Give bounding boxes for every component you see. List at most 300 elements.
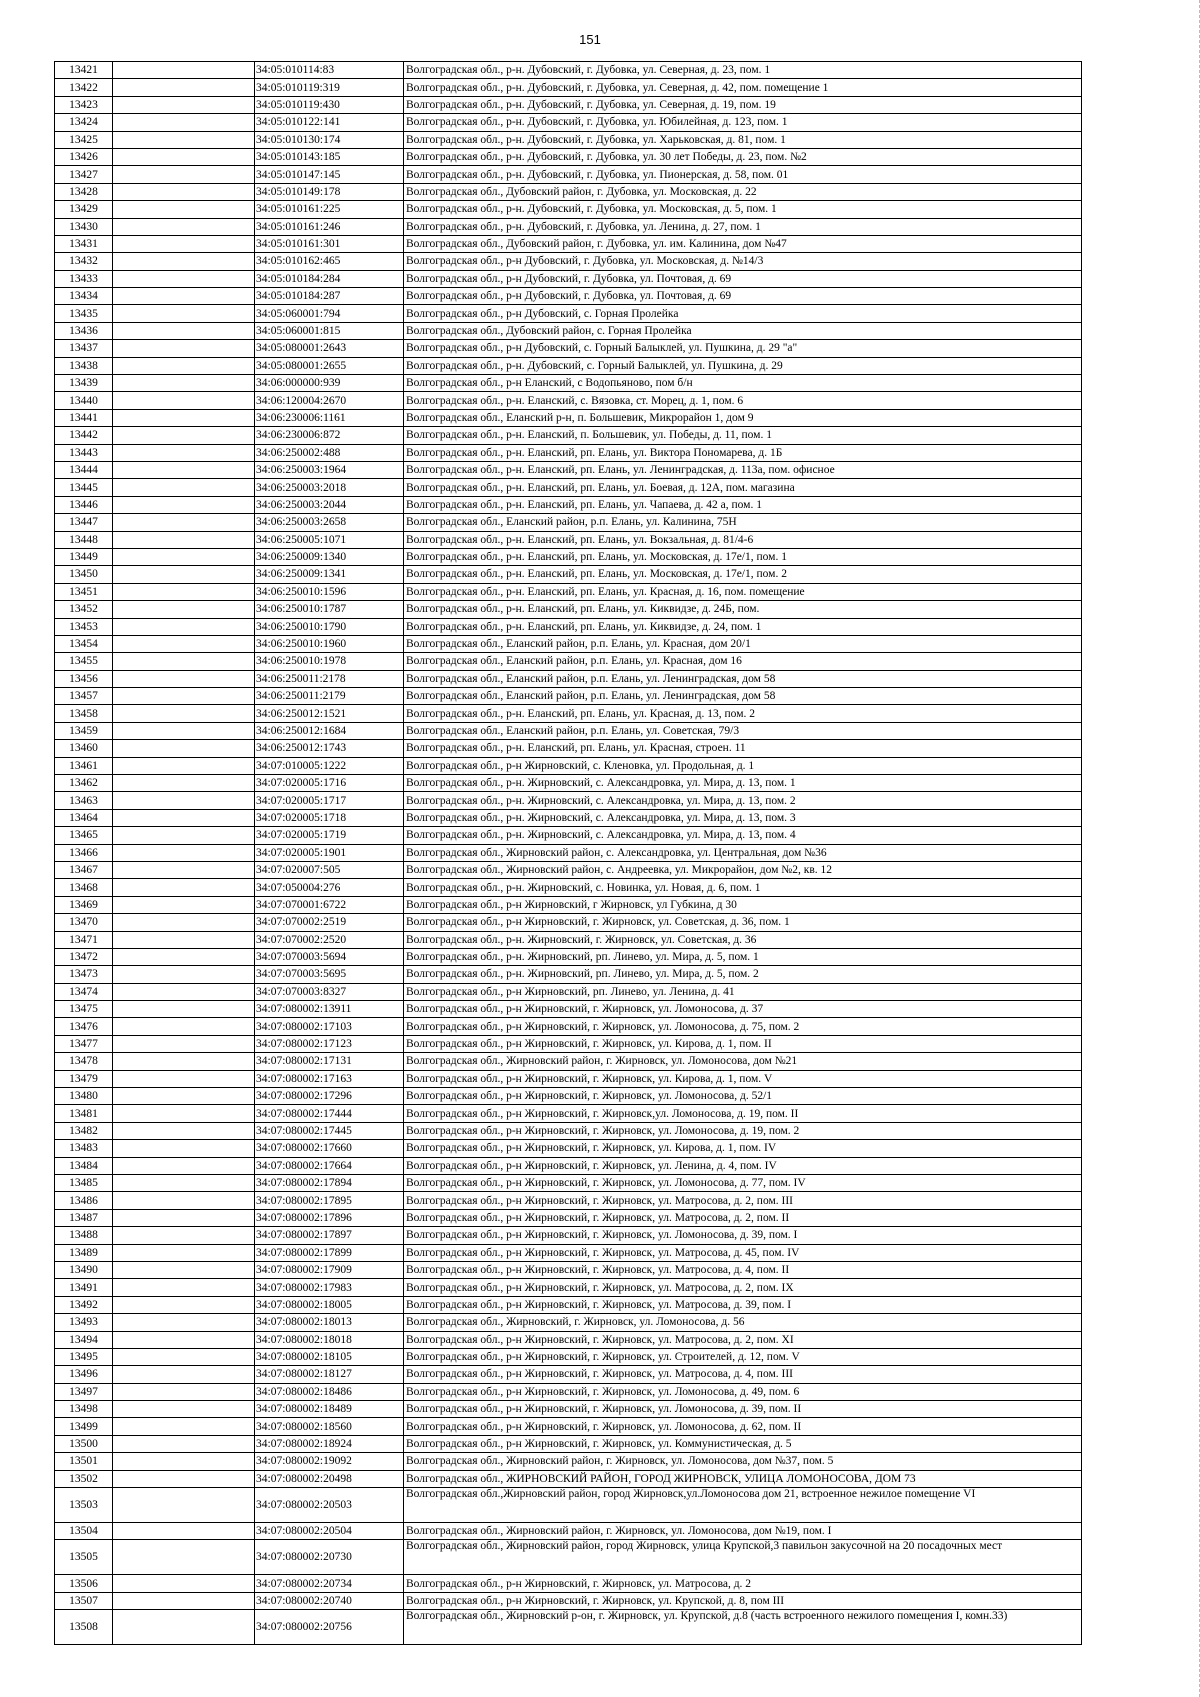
empty-cell — [113, 96, 255, 113]
empty-cell — [113, 1001, 255, 1018]
row-number-cell: 13467 — [55, 861, 113, 878]
table-row — [55, 1140, 1082, 1157]
row-number-cell: 13465 — [55, 827, 113, 844]
cadastral-number-cell: 34:07:080002:17103 — [255, 1018, 404, 1035]
cadastral-number-cell: 34:07:080002:19092 — [255, 1453, 404, 1470]
row-number-cell: 13442 — [55, 427, 113, 444]
empty-cell — [113, 566, 255, 583]
address-cell: Волгоградская обл., р-н Жирновский, г. Жирновск,ул. Ломоносова, д. 19, пом. II — [404, 1105, 1082, 1122]
empty-cell — [113, 1070, 255, 1087]
address-cell: Волгоградская обл., р-н. Еланский, рп. Елань, ул. Московская, д. 17е/1, пом. 1 — [404, 548, 1082, 565]
cadastral-number-cell: 34:07:080002:18013 — [255, 1314, 404, 1331]
address-cell: Волгоградская обл., р-н. Еланский, рп. Елань, ул. Московская, д. 17е/1, пом. 2 — [404, 566, 1082, 583]
table-row — [55, 496, 1082, 513]
address-cell: Волгоградская обл., р-н. Еланский, рп. Елань, ул. Виктора Пономарева, д. 1Б — [404, 444, 1082, 461]
row-number-cell: 13435 — [55, 305, 113, 322]
row-number-cell: 13508 — [55, 1610, 113, 1645]
cadastral-number-cell: 34:06:250011:2179 — [255, 688, 404, 705]
empty-cell — [113, 166, 255, 183]
cadastral-number-cell: 34:07:080002:17444 — [255, 1105, 404, 1122]
table-row — [55, 1540, 1082, 1575]
empty-cell — [113, 148, 255, 165]
row-number-cell: 13436 — [55, 322, 113, 339]
table-row — [55, 635, 1082, 652]
address-cell: Волгоградская обл., р-н. Дубовский, г. Дубовка, ул. Северная, д. 23, пом. 1 — [404, 62, 1082, 79]
address-cell: Волгоградская обл., р-н. Жирновский, с. Новинка, ул. Новая, д. 6, пом. 1 — [404, 879, 1082, 896]
table-row — [55, 114, 1082, 131]
empty-cell — [113, 235, 255, 252]
table-row — [55, 1331, 1082, 1348]
table-row — [55, 914, 1082, 931]
row-number-cell: 13422 — [55, 79, 113, 96]
address-cell: Волгоградская обл., р-н Жирновский, г. Жирновск, ул. Ломоносова, д. 77, пом. IV — [404, 1175, 1082, 1192]
table-row — [55, 1366, 1082, 1383]
empty-cell — [113, 444, 255, 461]
row-number-cell: 13482 — [55, 1122, 113, 1139]
row-number-cell: 13423 — [55, 96, 113, 113]
row-number-cell: 13505 — [55, 1540, 113, 1575]
cadastral-number-cell: 34:07:080002:18924 — [255, 1435, 404, 1452]
table-row — [55, 1488, 1082, 1523]
empty-cell — [113, 948, 255, 965]
address-cell: Волгоградская обл., р-н Жирновский, г. Жирновск, ул. Советская, д. 36, пом. 1 — [404, 914, 1082, 931]
empty-cell — [113, 201, 255, 218]
cadastral-number-cell: 34:07:070003:8327 — [255, 983, 404, 1000]
table-row — [55, 392, 1082, 409]
table-row — [55, 514, 1082, 531]
row-number-cell: 13477 — [55, 1035, 113, 1052]
table-row — [55, 340, 1082, 357]
table-row — [55, 1453, 1082, 1470]
address-cell: Волгоградская обл., р-н. Еланский, рп. Елань, ул. Красная, д. 16, пом. помещение — [404, 583, 1082, 600]
empty-cell — [113, 79, 255, 96]
cadastral-number-cell: 34:07:080002:20756 — [255, 1610, 404, 1645]
empty-cell — [113, 1610, 255, 1645]
row-number-cell: 13507 — [55, 1592, 113, 1609]
cadastral-number-cell: 34:07:070002:2520 — [255, 931, 404, 948]
address-cell: Волгоградская обл., р-н. Дубовский, г. Дубовка, ул. Северная, д. 42, пом. помещение 1 — [404, 79, 1082, 96]
table-row — [55, 809, 1082, 826]
address-cell: Волгоградская обл., р-н. Еланский, п. Большевик, ул. Победы, д. 11, пом. 1 — [404, 427, 1082, 444]
empty-cell — [113, 1435, 255, 1452]
row-number-cell: 13493 — [55, 1314, 113, 1331]
table-row — [55, 270, 1082, 287]
empty-cell — [113, 1227, 255, 1244]
empty-cell — [113, 1192, 255, 1209]
row-number-cell: 13449 — [55, 548, 113, 565]
empty-cell — [113, 1157, 255, 1174]
cadastral-number-cell: 34:07:080002:17660 — [255, 1140, 404, 1157]
table-row — [55, 409, 1082, 426]
row-number-cell: 13427 — [55, 166, 113, 183]
table-row — [55, 253, 1082, 270]
empty-cell — [113, 583, 255, 600]
cadastral-number-cell: 34:07:080002:20503 — [255, 1488, 404, 1523]
cadastral-number-cell: 34:06:250009:1340 — [255, 548, 404, 565]
empty-cell — [113, 1088, 255, 1105]
cadastral-number-cell: 34:05:060001:794 — [255, 305, 404, 322]
empty-cell — [113, 861, 255, 878]
cadastral-number-cell: 34:07:080002:17123 — [255, 1035, 404, 1052]
cadastral-number-cell: 34:07:010005:1222 — [255, 757, 404, 774]
empty-cell — [113, 914, 255, 931]
row-number-cell: 13440 — [55, 392, 113, 409]
row-number-cell: 13473 — [55, 966, 113, 983]
empty-cell — [113, 1453, 255, 1470]
cadastral-number-cell: 34:07:080002:17445 — [255, 1122, 404, 1139]
row-number-cell: 13445 — [55, 479, 113, 496]
row-number-cell: 13469 — [55, 896, 113, 913]
row-number-cell: 13439 — [55, 375, 113, 392]
address-cell: Волгоградская обл., Жирновский район, город Жирновск, улица Крупской,3 павильон закусочной на 20 посадочных мест — [404, 1540, 1082, 1575]
table-row — [55, 931, 1082, 948]
row-number-cell: 13495 — [55, 1348, 113, 1365]
address-cell: Волгоградская обл., Дубовский район, г. Дубовка, ул. им. Калинина, дом №47 — [404, 235, 1082, 252]
row-number-cell: 13488 — [55, 1227, 113, 1244]
row-number-cell: 13458 — [55, 705, 113, 722]
cadastral-number-cell: 34:07:080002:18486 — [255, 1383, 404, 1400]
cadastral-number-cell: 34:07:080002:13911 — [255, 1001, 404, 1018]
table-row — [55, 1575, 1082, 1592]
address-cell: Волгоградская обл., р-н Жирновский, г. Жирновск, ул. Кирова, д. 1, пом. II — [404, 1035, 1082, 1052]
row-number-cell: 13470 — [55, 914, 113, 931]
empty-cell — [113, 757, 255, 774]
empty-cell — [113, 375, 255, 392]
table-row — [55, 861, 1082, 878]
table-row — [55, 583, 1082, 600]
empty-cell — [113, 183, 255, 200]
empty-cell — [113, 1575, 255, 1592]
row-number-cell: 13453 — [55, 618, 113, 635]
empty-cell — [113, 792, 255, 809]
empty-cell — [113, 775, 255, 792]
row-number-cell: 13479 — [55, 1070, 113, 1087]
empty-cell — [113, 653, 255, 670]
address-cell: Волгоградская обл., р-н Жирновский, г. Жирновск, ул. Строителей, д. 12, пом. V — [404, 1348, 1082, 1365]
empty-cell — [113, 1348, 255, 1365]
row-number-cell: 13432 — [55, 253, 113, 270]
empty-cell — [113, 270, 255, 287]
row-number-cell: 13491 — [55, 1279, 113, 1296]
empty-cell — [113, 253, 255, 270]
cadastral-number-cell: 34:06:250012:1521 — [255, 705, 404, 722]
address-cell: Волгоградская обл., р-н. Дубовский, г. Дубовка, ул. Юбилейная, д. 123, пом. 1 — [404, 114, 1082, 131]
table-row — [55, 1418, 1082, 1435]
table-row — [55, 1470, 1082, 1487]
table-row — [55, 1018, 1082, 1035]
empty-cell — [113, 1470, 255, 1487]
table-row — [55, 1348, 1082, 1365]
cadastral-number-cell: 34:05:010184:287 — [255, 288, 404, 305]
empty-cell — [113, 479, 255, 496]
address-cell: Волгоградская обл., р-н. Еланский, рп. Елань, ул. Вокзальная, д. 81/4-6 — [404, 531, 1082, 548]
cadastral-number-cell: 34:06:000000:939 — [255, 375, 404, 392]
row-number-cell: 13426 — [55, 148, 113, 165]
table-row — [55, 461, 1082, 478]
empty-cell — [113, 931, 255, 948]
address-cell: Волгоградская обл., р-н Дубовский, с. Горная Пролейка — [404, 305, 1082, 322]
address-cell: Волгоградская обл., р-н Жирновский, г. Жирновск, ул. Ленина, д. 4, пом. IV — [404, 1157, 1082, 1174]
cadastral-number-cell: 34:07:080002:20498 — [255, 1470, 404, 1487]
address-cell: Волгоградская обл., р-н. Дубовский, г. Дубовка, ул. Московская, д. 5, пом. 1 — [404, 201, 1082, 218]
cadastral-number-cell: 34:05:010161:301 — [255, 235, 404, 252]
empty-cell — [113, 114, 255, 131]
address-cell: Волгоградская обл., Еланский р-н, п. Большевик, Микрорайон 1, дом 9 — [404, 409, 1082, 426]
empty-cell — [113, 427, 255, 444]
table-row — [55, 566, 1082, 583]
table-row — [55, 235, 1082, 252]
cadastral-number-cell: 34:07:080002:18127 — [255, 1366, 404, 1383]
address-cell: Волгоградская обл., р-н Жирновский, г. Жирновск, ул. Ломоносова, д. 37 — [404, 1001, 1082, 1018]
address-cell: Волгоградская обл., р-н. Еланский, рп. Елань, ул. Киквидзе, д. 24, пом. 1 — [404, 618, 1082, 635]
cadastral-number-cell: 34:06:250010:1787 — [255, 601, 404, 618]
empty-cell — [113, 392, 255, 409]
cadastral-number-cell: 34:07:080002:18005 — [255, 1296, 404, 1313]
empty-cell — [113, 1105, 255, 1122]
address-cell: Волгоградская обл., р-н. Дубовский, г. Дубовка, ул. Северная, д. 19, пом. 19 — [404, 96, 1082, 113]
row-number-cell: 13506 — [55, 1575, 113, 1592]
empty-cell — [113, 688, 255, 705]
empty-cell — [113, 322, 255, 339]
cadastral-number-cell: 34:06:230006:872 — [255, 427, 404, 444]
empty-cell — [113, 1053, 255, 1070]
address-cell: Волгоградская обл., р-н Жирновский, г. Жирновск, ул. Ломоносова, д. 52/1 — [404, 1088, 1082, 1105]
cadastral-number-cell: 34:06:250002:488 — [255, 444, 404, 461]
cadastral-number-cell: 34:06:250010:1596 — [255, 583, 404, 600]
empty-cell — [113, 740, 255, 757]
address-cell: Волгоградская обл., р-н. Дубовский, г. Дубовка, ул. Харьковская, д. 81, пом. 1 — [404, 131, 1082, 148]
row-number-cell: 13428 — [55, 183, 113, 200]
table-row — [55, 131, 1082, 148]
cadastral-number-cell: 34:07:080002:20734 — [255, 1575, 404, 1592]
cadastral-number-cell: 34:07:080002:17895 — [255, 1192, 404, 1209]
address-cell: Волгоградская обл., р-н Жирновский, г. Жирновск, ул. Матросова, д. 45, пом. IV — [404, 1244, 1082, 1261]
table-row — [55, 1610, 1082, 1645]
cadastral-number-cell: 34:07:080002:17909 — [255, 1261, 404, 1278]
cadastral-number-cell: 34:06:250012:1684 — [255, 722, 404, 739]
table-row — [55, 479, 1082, 496]
row-number-cell: 13429 — [55, 201, 113, 218]
address-cell: Волгоградская обл., Жирновский, г. Жирновск, ул. Ломоносова, д. 56 — [404, 1314, 1082, 1331]
row-number-cell: 13457 — [55, 688, 113, 705]
cadastral-number-cell: 34:07:080002:17899 — [255, 1244, 404, 1261]
address-cell: Волгоградская обл., р-н Еланский, с Водопьяново, пом б/н — [404, 375, 1082, 392]
address-cell: Волгоградская обл., р-н. Еланский, рп. Елань, ул. Боевая, д. 12А, пом. магазина — [404, 479, 1082, 496]
address-cell: Волгоградская обл., р-н. Жирновский, с. Александровка, ул. Мира, д. 13, пом. 3 — [404, 809, 1082, 826]
address-cell: Волгоградская обл., р-н Жирновский, г. Жирновск, ул. Матросова, д. 4, пом. II — [404, 1261, 1082, 1278]
row-number-cell: 13444 — [55, 461, 113, 478]
empty-cell — [113, 496, 255, 513]
empty-cell — [113, 1279, 255, 1296]
empty-cell — [113, 514, 255, 531]
cadastral-number-cell: 34:06:250003:2044 — [255, 496, 404, 513]
empty-cell — [113, 531, 255, 548]
address-cell: Волгоградская обл., ЖИРНОВСКИЙ РАЙОН, ГОРОД ЖИРНОВСК, УЛИЦА ЛОМОНОСОВА, ДОМ 73 — [404, 1470, 1082, 1487]
address-cell: Волгоградская обл., р-н Жирновский, г. Жирновск, ул. Матросова, д. 2, пом. IX — [404, 1279, 1082, 1296]
cadastral-number-cell: 34:05:010119:319 — [255, 79, 404, 96]
table-row — [55, 983, 1082, 1000]
table-row — [55, 966, 1082, 983]
address-cell: Волгоградская обл., Еланский район, р.п. Елань, ул. Ленинградская, дом 58 — [404, 670, 1082, 687]
table-row — [55, 357, 1082, 374]
address-cell: Волгоградская обл., Жирновский район, с. Александровка, ул. Центральная, дом №36 — [404, 844, 1082, 861]
row-number-cell: 13448 — [55, 531, 113, 548]
empty-cell — [113, 305, 255, 322]
table-row — [55, 1070, 1082, 1087]
row-number-cell: 13500 — [55, 1435, 113, 1452]
address-cell: Волгоградская обл., Еланский район, р.п. Елань, ул. Красная, дом 20/1 — [404, 635, 1082, 652]
cadastral-number-cell: 34:07:080002:17896 — [255, 1209, 404, 1226]
cadastral-number-cell: 34:06:230006:1161 — [255, 409, 404, 426]
cadastral-number-cell: 34:07:080002:17664 — [255, 1157, 404, 1174]
cadastral-number-cell: 34:05:010184:284 — [255, 270, 404, 287]
cadastral-number-cell: 34:06:250009:1341 — [255, 566, 404, 583]
address-cell: Волгоградская обл., р-н Жирновский, г. Жирновск, ул. Ломоносова, д. 39, пом. I — [404, 1227, 1082, 1244]
empty-cell — [113, 722, 255, 739]
table-row — [55, 722, 1082, 739]
address-cell: Волгоградская обл., Еланский район, р.п. Елань, ул. Красная, дом 16 — [404, 653, 1082, 670]
cadastral-number-cell: 34:06:250005:1071 — [255, 531, 404, 548]
cadastral-number-cell: 34:06:120004:2670 — [255, 392, 404, 409]
table-row — [55, 322, 1082, 339]
table-row — [55, 792, 1082, 809]
row-number-cell: 13498 — [55, 1401, 113, 1418]
table-row — [55, 375, 1082, 392]
cadastral-number-cell: 34:07:050004:276 — [255, 879, 404, 896]
row-number-cell: 13501 — [55, 1453, 113, 1470]
address-cell: Волгоградская обл., р-н Дубовский, г. Дубовка, ул. Почтовая, д. 69 — [404, 270, 1082, 287]
address-cell: Волгоградская обл., р-н Жирновский, г. Жирновск, ул. Коммунистическая, д. 5 — [404, 1435, 1082, 1452]
address-cell: Волгоградская обл., р-н. Еланский, рп. Елань, ул. Киквидзе, д. 24Б, пом. — [404, 601, 1082, 618]
row-number-cell: 13481 — [55, 1105, 113, 1122]
address-cell: Волгоградская обл., р-н. Еланский, рп. Елань, ул. Красная, строен. 11 — [404, 740, 1082, 757]
address-cell: Волгоградская обл., р-н Жирновский, г. Жирновск, ул. Крупской, д. 8, пом III — [404, 1592, 1082, 1609]
table-row — [55, 218, 1082, 235]
address-cell: Волгоградская обл., р-н Жирновский, г. Жирновск, ул. Ломоносова, д. 75, пом. 2 — [404, 1018, 1082, 1035]
address-cell: Волгоградская обл., Дубовский район, с. Горная Пролейка — [404, 322, 1082, 339]
cadastral-number-cell: 34:07:080002:17296 — [255, 1088, 404, 1105]
table-row — [55, 548, 1082, 565]
table-row — [55, 1261, 1082, 1278]
cadastral-number-cell: 34:06:250010:1960 — [255, 635, 404, 652]
address-cell: Волгоградская обл., р-н. Еланский, рп. Елань, ул. Красная, д. 13, пом. 2 — [404, 705, 1082, 722]
empty-cell — [113, 131, 255, 148]
row-number-cell: 13496 — [55, 1366, 113, 1383]
row-number-cell: 13487 — [55, 1209, 113, 1226]
address-cell: Волгоградская обл., р-н Жирновский, г. Жирновск, ул. Ломоносова, д. 39, пом. II — [404, 1401, 1082, 1418]
table-row — [55, 705, 1082, 722]
row-number-cell: 13475 — [55, 1001, 113, 1018]
row-number-cell: 13431 — [55, 235, 113, 252]
table-row — [55, 827, 1082, 844]
address-cell: Волгоградская обл., Жирновский район, г. Жирновск, ул. Ломоносова, дом №37, пом. 5 — [404, 1453, 1082, 1470]
empty-cell — [113, 983, 255, 1000]
cadastral-number-cell: 34:05:080001:2643 — [255, 340, 404, 357]
row-number-cell: 13486 — [55, 1192, 113, 1209]
row-number-cell: 13434 — [55, 288, 113, 305]
row-number-cell: 13471 — [55, 931, 113, 948]
table-row — [55, 775, 1082, 792]
address-cell: Волгоградская обл., р-н Дубовский, г. Дубовка, ул. Московская, д. №14/3 — [404, 253, 1082, 270]
cadastral-number-cell: 34:07:070002:2519 — [255, 914, 404, 931]
cadastral-number-cell: 34:06:250003:2658 — [255, 514, 404, 531]
table-row — [55, 1401, 1082, 1418]
address-cell: Волгоградская обл., р-н Жирновский, г. Жирновск, ул. Кирова, д. 1, пом. IV — [404, 1140, 1082, 1157]
table-row — [55, 531, 1082, 548]
cadastral-number-cell: 34:05:010122:141 — [255, 114, 404, 131]
table-row — [55, 879, 1082, 896]
empty-cell — [113, 844, 255, 861]
cadastral-number-cell: 34:05:010162:465 — [255, 253, 404, 270]
address-cell: Волгоградская обл., Дубовский район, г. Дубовка, ул. Московская, д. 22 — [404, 183, 1082, 200]
empty-cell — [113, 1018, 255, 1035]
empty-cell — [113, 62, 255, 79]
empty-cell — [113, 1314, 255, 1331]
table-row — [55, 1244, 1082, 1261]
row-number-cell: 13474 — [55, 983, 113, 1000]
row-number-cell: 13433 — [55, 270, 113, 287]
cadastral-number-cell: 34:05:060001:815 — [255, 322, 404, 339]
table-row — [55, 1192, 1082, 1209]
cadastral-number-cell: 34:07:020005:1717 — [255, 792, 404, 809]
address-cell: Волгоградская обл., р-н. Жирновский, рп. Линево, ул. Мира, д. 5, пом. 1 — [404, 948, 1082, 965]
cadastral-number-cell: 34:07:020005:1719 — [255, 827, 404, 844]
table-row — [55, 688, 1082, 705]
address-cell: Волгоградская обл., р-н Жирновский, г. Жирновск, ул. Ломоносова, д. 49, пом. 6 — [404, 1383, 1082, 1400]
empty-cell — [113, 827, 255, 844]
table-row — [55, 740, 1082, 757]
table-row — [55, 288, 1082, 305]
table-row — [55, 201, 1082, 218]
address-cell: Волгоградская обл., р-н. Жирновский, с. Александровка, ул. Мира, д. 13, пом. 1 — [404, 775, 1082, 792]
empty-cell — [113, 218, 255, 235]
cadastral-number-cell: 34:05:010143:185 — [255, 148, 404, 165]
row-number-cell: 13450 — [55, 566, 113, 583]
table-row — [55, 96, 1082, 113]
row-number-cell: 13447 — [55, 514, 113, 531]
empty-cell — [113, 1261, 255, 1278]
cadastral-number-cell: 34:07:080002:17131 — [255, 1053, 404, 1070]
row-number-cell: 13490 — [55, 1261, 113, 1278]
address-cell: Волгоградская обл., р-н. Еланский, с. Вязовка, ст. Морец, д. 1, пом. 6 — [404, 392, 1082, 409]
empty-cell — [113, 1331, 255, 1348]
table-row — [55, 653, 1082, 670]
empty-cell — [113, 1140, 255, 1157]
scan-edge-line — [1196, 0, 1200, 1697]
table-row — [55, 1314, 1082, 1331]
table-row — [55, 618, 1082, 635]
cadastral-number-cell: 34:05:010149:178 — [255, 183, 404, 200]
address-cell: Волгоградская обл., р-н. Дубовский, г. Дубовка, ул. Пионерская, д. 58, пом. 01 — [404, 166, 1082, 183]
row-number-cell: 13485 — [55, 1175, 113, 1192]
empty-cell — [113, 896, 255, 913]
cadastral-number-cell: 34:07:080002:18018 — [255, 1331, 404, 1348]
cadastral-number-cell: 34:07:080002:20504 — [255, 1523, 404, 1540]
empty-cell — [113, 1418, 255, 1435]
row-number-cell: 13492 — [55, 1296, 113, 1313]
cadastral-number-cell: 34:05:010147:145 — [255, 166, 404, 183]
table-row — [55, 1035, 1082, 1052]
table-row — [55, 79, 1082, 96]
table-row — [55, 1122, 1082, 1139]
cadastral-number-cell: 34:07:020005:1901 — [255, 844, 404, 861]
address-cell: Волгоградская обл., Жирновский район, г. Жирновск, ул. Ломоносова, дом №21 — [404, 1053, 1082, 1070]
row-number-cell: 13421 — [55, 62, 113, 79]
empty-cell — [113, 879, 255, 896]
address-cell: Волгоградская обл., р-н. Жирновский, рп. Линево, ул. Мира, д. 5, пом. 2 — [404, 966, 1082, 983]
empty-cell — [113, 1296, 255, 1313]
row-number-cell: 13502 — [55, 1470, 113, 1487]
